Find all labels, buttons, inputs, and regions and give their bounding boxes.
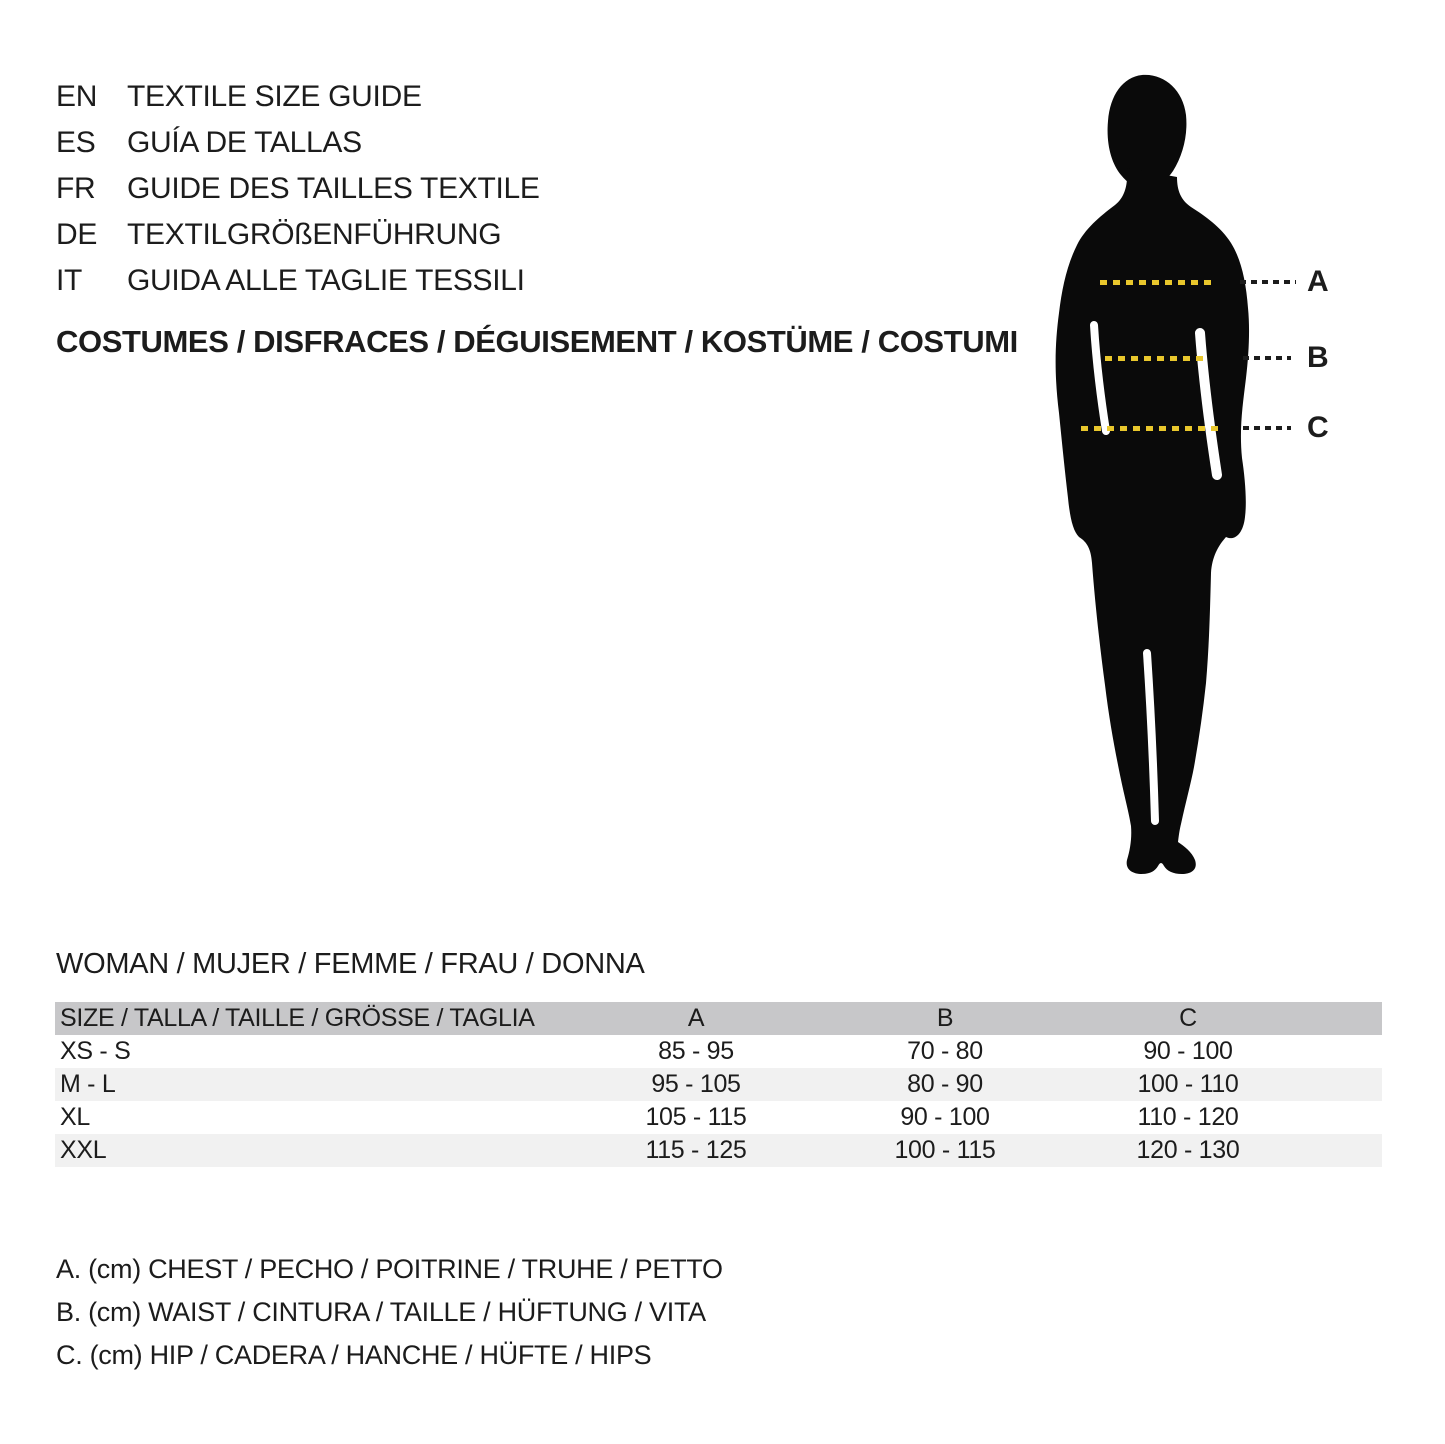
woman-silhouette-figure (1035, 73, 1275, 875)
header-a: A (687, 1004, 705, 1032)
legend-waist: B. (cm) WAIST / CINTURA / TAILLE / HÜFTUNG / VITA (56, 1297, 706, 1327)
lang-title: GUÍA DE TALLAS (127, 126, 362, 159)
lang-title: TEXTILE SIZE GUIDE (127, 80, 422, 113)
measure-label-b: B (1307, 341, 1329, 374)
lang-code: DE (56, 218, 98, 251)
hip-line-yellow (1081, 426, 1218, 431)
legend-chest: A. (cm) CHEST / PECHO / POITRINE / TRUHE / PETTO (56, 1254, 723, 1284)
lang-row-it (56, 258, 540, 304)
hip-line-dotted (1243, 426, 1291, 430)
table-row-xs-s (55, 1035, 1382, 1068)
chest-cell: 95 - 105 (651, 1070, 741, 1098)
lang-row-de (56, 212, 540, 258)
category-title: COSTUMES / DISFRACES / DÉGUISEMENT / KOSTÜME / COSTUMI (56, 324, 1018, 359)
chest-line-yellow (1100, 280, 1214, 285)
lang-row-en (56, 74, 540, 120)
woman-section-title: WOMAN / MUJER / FEMME / FRAU / DONNA (56, 948, 645, 980)
silhouette-head (1108, 75, 1187, 189)
measurement-legend (56, 1248, 723, 1377)
header-b: B (936, 1004, 954, 1032)
lang-row-es (56, 120, 540, 166)
header-size: SIZE / TALLA / TAILLE / GRÖSSE / TAGLIA (60, 1004, 535, 1032)
lang-code: ES (56, 126, 96, 159)
table-row-m-l (55, 1068, 1382, 1101)
header-filler (1303, 1002, 1382, 1035)
chest-line-dotted (1240, 280, 1296, 284)
chest-cell: 85 - 95 (658, 1037, 734, 1065)
lang-code: EN (56, 80, 98, 113)
lang-title: GUIDA ALLE TAGLIE TESSILI (127, 264, 525, 297)
lang-title: TEXTILGRÖßENFÜHRUNG (127, 218, 502, 251)
size-table (55, 1002, 1382, 1167)
lang-title: GUIDE DES TAILLES TEXTILE (127, 172, 540, 205)
measure-label-a: A (1307, 265, 1329, 298)
size-cell: M - L (60, 1070, 116, 1098)
waist-cell: 80 - 90 (907, 1070, 983, 1098)
waist-line-dotted (1243, 356, 1291, 360)
legend-hip: C. (cm) HIP / CADERA / HANCHE / HÜFTE / HIPS (56, 1340, 652, 1370)
table-row-xxl (55, 1134, 1382, 1167)
chest-cell: 105 - 115 (645, 1103, 747, 1131)
waist-line-yellow (1105, 356, 1205, 361)
lang-code: FR (56, 172, 96, 205)
waist-cell: 100 - 115 (894, 1136, 996, 1164)
lang-row-fr (56, 166, 540, 212)
size-cell: XL (60, 1103, 90, 1131)
waist-cell: 90 - 100 (900, 1103, 990, 1131)
measure-label-c: C (1307, 411, 1329, 444)
header-c: C (1179, 1004, 1197, 1032)
table-row-xl (55, 1101, 1382, 1134)
hip-cell: 110 - 120 (1137, 1103, 1239, 1131)
hip-cell: 100 - 110 (1137, 1070, 1239, 1098)
language-title-list (56, 74, 540, 304)
hip-cell: 120 - 130 (1136, 1136, 1240, 1164)
size-table-header-row (55, 1002, 1382, 1035)
lang-code: IT (56, 264, 83, 297)
waist-cell: 70 - 80 (907, 1037, 983, 1065)
hip-cell: 90 - 100 (1143, 1037, 1233, 1065)
woman-silhouette (1035, 73, 1275, 875)
chest-cell: 115 - 125 (645, 1136, 747, 1164)
size-cell: XS - S (60, 1037, 131, 1065)
size-cell: XXL (60, 1136, 107, 1164)
